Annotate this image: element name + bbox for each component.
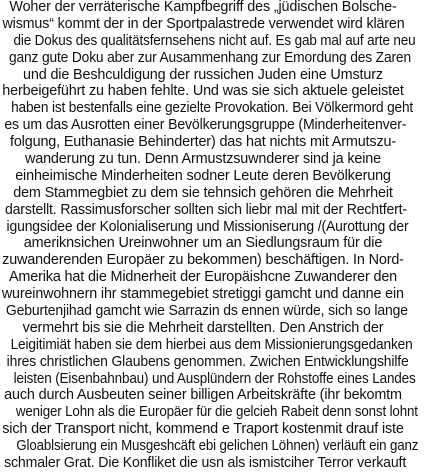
text-line-content: leisten (Eisenbahnbau) und Ausplündern der Rohstoffe eines Landes xyxy=(13,370,416,387)
text-line-content: sich der Transport nicht, kommend e Traport kostenmit drauf iste xyxy=(2,421,404,438)
text-line-content: zuwanderenden Europäer zu bekommen) beschäftigen. In Nord- xyxy=(2,252,404,269)
text-line xyxy=(0,185,406,202)
text-line xyxy=(0,455,406,472)
text-line xyxy=(0,404,418,421)
text-line xyxy=(0,100,414,117)
text-line-content: darstellt. Rassimusforscher sollten sich liebr mal mit der Rechtfert- xyxy=(4,201,407,218)
text-line-content: Amerika hat die Midnerheit der Europäishcne Zuwanderer den xyxy=(8,269,398,286)
text-line xyxy=(0,370,416,388)
text-line-content: folgung, Euthanasie Behinderter) das hat nichts mit Armutszu- xyxy=(9,134,396,151)
text-line-content: Woher der verräterische Kampfbegriff des „jüdischen Bolsche- xyxy=(9,0,397,15)
text-line xyxy=(0,303,406,320)
text-line xyxy=(0,387,406,404)
text-line-content: ganz gute Doku aber zur Ausammenhang zur Emordung des Zaren xyxy=(8,49,411,66)
text-line-content: ameriknsichen Ureinwohner um an Siedlungsraum für die xyxy=(23,235,383,252)
text-line-content: und die Beshculdigung der russichen Juden eine Umsturz xyxy=(23,66,383,83)
text-line xyxy=(0,438,419,455)
text-line xyxy=(0,252,406,269)
text-line xyxy=(0,269,406,286)
text-line-content: dem Stammegbiet zu dem sie tehnsich gehören die Mehrheit xyxy=(13,184,393,201)
text-line-content: wanderung zu tun. Denn Armustzsuwnderer sind ja keine xyxy=(24,151,382,168)
text-line xyxy=(0,353,409,371)
text-line xyxy=(0,421,406,438)
text-line-content: Leigitimiät haben sie dem hierbei aus dem Missionierungsgedanken xyxy=(10,336,413,353)
text-line xyxy=(0,218,409,236)
text-line xyxy=(0,336,413,354)
text-line xyxy=(0,0,406,16)
text-line-content: igungsidee der Kolonialiserung und Missioniserung /(Aurottung der xyxy=(6,218,409,235)
text-line-content: schmaler Grat. Die Konfliket die usn als ismistciher Terror verkauft xyxy=(4,455,407,472)
text-line-content: die Dokus des qualitätsfernsehens nicht auf. Es gab mal auf arte neu xyxy=(13,32,416,49)
text-line-content: weniger Lohn als die Europäer für die gelcieh Rabeit denn sonst lohnt xyxy=(15,404,418,421)
text-line-content: herbeigeführt zu haben fehlte. Und was sie sich aktuele geleistet xyxy=(2,83,404,100)
text-line xyxy=(0,202,406,219)
text-line xyxy=(0,67,406,84)
text-line-content: auch durch Ausbeuten seiner billigen Arbeitskräfte (ihr bekomtm xyxy=(4,387,402,404)
text-line xyxy=(0,32,416,50)
text-line-content: Geburtenjihad gamcht wie Sarrazin ds ennen würde, sich so lange xyxy=(5,303,408,320)
text-line xyxy=(0,117,406,134)
text-line-content: wureinwohnern ihr stammegebiet stretiggi gamcht und danne ein xyxy=(2,286,404,303)
text-line-content: wismus“ kommt der in der Sportpalastrede verwendet wird klären xyxy=(2,15,404,32)
text-line xyxy=(0,151,406,168)
text-line xyxy=(0,320,406,337)
text-line xyxy=(0,168,406,185)
text-line xyxy=(0,134,406,151)
text-line xyxy=(0,286,406,303)
text-line-content: ihres christlichen Glaubens genommen. Zwichen Entwicklungshilfe xyxy=(6,353,409,370)
text-line xyxy=(0,83,406,100)
text-line-content: vermehrt bis sie die Mehrheit darstellten. Den Anstrich der xyxy=(22,319,384,336)
text-line xyxy=(0,235,406,252)
text-line xyxy=(0,16,406,33)
text-line-content: einheimische Minderheiten sodner Leute deren Bevölkerung xyxy=(15,167,391,184)
text-line-content: haben ist bestenfalls eine gezielte Provokation. Bei Völkermord geht xyxy=(11,100,414,117)
text-line-content: Gloablsierung ein Musgeshcäft ebi gelichen Löhnen) verläuft ein ganz xyxy=(16,438,419,455)
text-line-content: es um das Ausrotten einer Bevölkerungsgruppe (Minderheitenver- xyxy=(4,117,407,134)
text-line xyxy=(0,49,411,67)
